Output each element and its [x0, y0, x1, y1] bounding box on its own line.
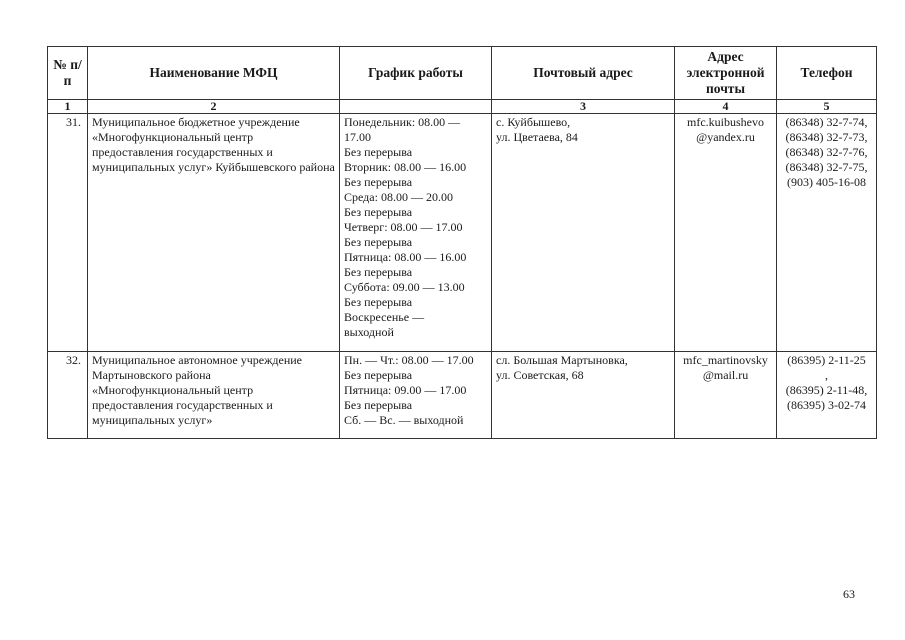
- work-schedule: [340, 352, 492, 439]
- header-num: [48, 47, 88, 100]
- email-address: [675, 352, 777, 439]
- email-line: mfc.kuibushevo: [687, 115, 764, 129]
- header-email: [675, 47, 777, 100]
- mfc-name: Муниципальное автономное учреждение Мартыновского района «Многофункциональный центр предоставления государственных и муниципальных услуг»: [88, 352, 340, 439]
- phone-line: (86395) 3-02-74: [787, 398, 866, 412]
- address-line: сл. Большая Мартыновка,: [496, 353, 628, 367]
- header-email-line: электронной: [686, 65, 765, 80]
- schedule-line: Понедельник: 08.00 —: [344, 115, 461, 129]
- phone-line: (86348) 32-7-76,: [785, 145, 868, 159]
- phone-line: (86395) 2-11-25: [787, 353, 866, 367]
- postal-address: [492, 114, 675, 352]
- email-line: @yandex.ru: [696, 130, 755, 144]
- header-name-line: МФЦ: [242, 65, 278, 80]
- address-line: с. Куйбышево,: [496, 115, 571, 129]
- address-line: ул. Советская, 68: [496, 368, 584, 382]
- header-name: [88, 47, 340, 100]
- column-number: 1: [48, 100, 88, 114]
- header-email-line: почты: [706, 81, 745, 96]
- phone-line: (86348) 32-7-74,: [785, 115, 868, 129]
- phone-numbers: [777, 352, 877, 439]
- phone-line: (86348) 32-7-73,: [785, 130, 868, 144]
- schedule-line: Пятница: 09.00 — 17.00: [344, 383, 467, 397]
- schedule-line: Без перерыва: [344, 265, 413, 279]
- email-address: [675, 114, 777, 352]
- schedule-line: Без перерыва: [344, 205, 413, 219]
- schedule-line: Четверг: 08.00 — 17.00: [344, 220, 463, 234]
- phone-line: (86348) 32-7-75,: [785, 160, 868, 174]
- schedule-line: Без перерыва: [344, 368, 413, 382]
- phone-line: (86395) 2-11-48,: [785, 383, 868, 397]
- address-line: ул. Цветаева, 84: [496, 130, 578, 144]
- column-number: 2: [88, 100, 340, 114]
- schedule-line: Среда: 08.00 — 20.00: [344, 190, 453, 204]
- table-row: [48, 352, 877, 439]
- schedule-line: Без перерыва: [344, 295, 413, 309]
- phone-line: (903) 405-16-08: [787, 175, 866, 189]
- column-number: 5: [777, 100, 877, 114]
- header-row: [48, 47, 877, 100]
- schedule-line: Вторник: 08.00 — 16.00: [344, 160, 467, 174]
- header-num-line: п/п: [63, 57, 82, 88]
- page-number: 63: [843, 587, 855, 601]
- schedule-line: Пятница: 08.00 — 16.00: [344, 250, 467, 264]
- schedule-line: Без перерыва: [344, 235, 413, 249]
- column-number: [340, 100, 492, 114]
- mfc-name: Муниципальное бюджетное учреждение «Многофункциональный центр предоставления государственных и муниципальных услуг» Куйбышевского района: [88, 114, 340, 352]
- email-line: @mail.ru: [702, 368, 749, 382]
- header-address: Почтовый адрес: [492, 47, 675, 100]
- phone-numbers: [777, 114, 877, 352]
- schedule-line: 17.00: [344, 130, 371, 144]
- header-email-line: Адрес: [707, 49, 744, 64]
- row-number: 32.: [48, 352, 88, 439]
- schedule-line: Воскресенье —: [344, 310, 425, 324]
- schedule-line: Суббота: 09.00 — 13.00: [344, 280, 465, 294]
- column-number-row: [48, 100, 877, 114]
- row-number: 31.: [48, 114, 88, 352]
- mfc-table: [47, 46, 877, 439]
- email-line: mfc_martinovsky: [683, 353, 768, 367]
- column-number: 3: [492, 100, 675, 114]
- table-row: [48, 114, 877, 352]
- header-name-line: Наименование: [149, 65, 240, 80]
- schedule-line: выходной: [344, 325, 394, 339]
- work-schedule: [340, 114, 492, 352]
- column-number: 4: [675, 100, 777, 114]
- header-schedule: График работы: [340, 47, 492, 100]
- postal-address: [492, 352, 675, 439]
- phone-line: ,: [825, 368, 828, 382]
- schedule-line: Без перерыва: [344, 145, 413, 159]
- schedule-line: Без перерыва: [344, 175, 413, 189]
- header-phone: Телефон: [777, 47, 877, 100]
- schedule-line: Сб. — Вс. — выходной: [344, 413, 464, 427]
- header-num-line: №: [53, 57, 67, 72]
- schedule-line: Без перерыва: [344, 398, 413, 412]
- schedule-line: Пн. — Чт.: 08.00 — 17.00: [344, 353, 474, 367]
